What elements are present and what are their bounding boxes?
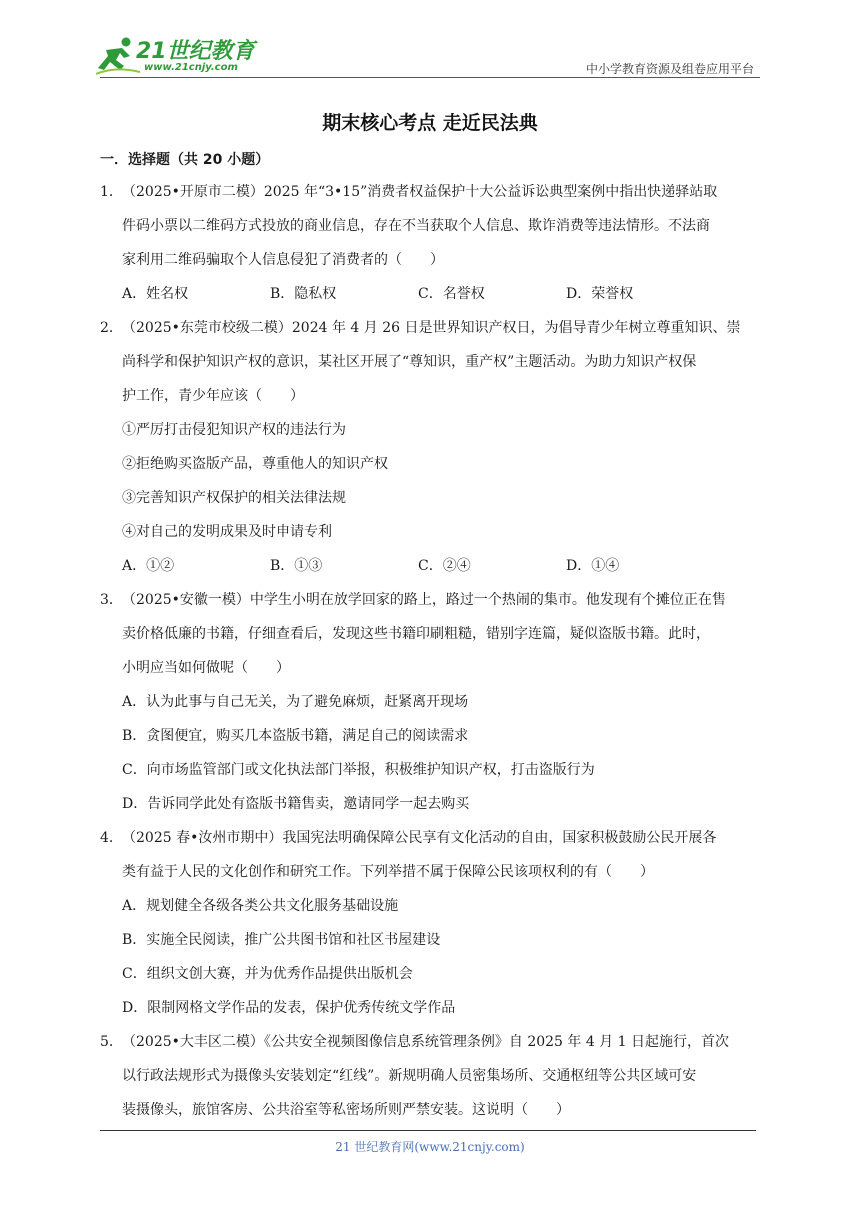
question-text-line: 类有益于人民的文化创作和研究工作。下列举措不属于保障公民该项权利的有（ ） — [122, 864, 654, 880]
question-number: 5． — [100, 1034, 123, 1050]
platform-label: 中小学教育资源及组卷应用平台 — [585, 62, 754, 76]
footer-link[interactable]: 21 世纪教育网(www.21cnjy.com) — [335, 1140, 525, 1154]
question-list — [100, 148, 772, 1127]
logo-text: 21世纪教育 — [136, 39, 255, 64]
question-3 — [100, 583, 772, 821]
question-text-line: 家利用二维码骗取个人信息侵犯了消费者的（ ） — [122, 252, 444, 268]
header-divider — [100, 77, 760, 78]
option-d[interactable]: D．荣誉权 — [566, 286, 634, 302]
question-text-line: （2025•大丰区二模）《公共安全视频图像信息系统管理条例》自 2025 年 4 月 1 日起施行，首次 — [122, 1034, 730, 1050]
option-a[interactable]: A．姓名权 — [122, 286, 189, 302]
statement-item: ②拒绝购买盗版产品，尊重他人的知识产权 — [122, 456, 388, 472]
runner-logo-icon — [96, 36, 140, 76]
statement-item: ④对自己的发明成果及时申请专利 — [122, 524, 332, 540]
question-text-line: 以行政法规形式为摄像头安装划定“红线”。新规明确人员密集场所、交通枢纽等公共区域可安 — [122, 1068, 697, 1084]
option-b[interactable]: B．①③ — [270, 558, 323, 574]
option-a[interactable]: A．认为此事与自己无关，为了避免麻烦，赶紧离开现场 — [122, 694, 469, 710]
question-text-line: 护工作，青少年应该（ ） — [122, 388, 304, 404]
logo-url: www.21cnjy.com — [144, 62, 238, 73]
option-d[interactable]: D．①④ — [566, 558, 620, 574]
question-5 — [100, 1025, 772, 1127]
question-4 — [100, 821, 772, 1025]
option-c[interactable]: C．②④ — [418, 558, 471, 574]
question-text-line: 小明应当如何做呢（ ） — [122, 660, 290, 676]
question-number: 2． — [100, 320, 123, 336]
question-text-line: （2025•安徽一模）中学生小明在放学回家的路上，路过一个热闹的集市。他发现有个摊位正在售 — [122, 592, 726, 608]
option-a[interactable]: A．①② — [122, 558, 175, 574]
question-number: 3． — [100, 592, 123, 608]
question-text-line: 卖价格低廉的书籍，仔细查看后，发现这些书籍印刷粗糙，错别字连篇，疑似盗版书籍。此时， — [122, 626, 710, 642]
page-header — [96, 30, 760, 80]
site-logo[interactable] — [96, 36, 256, 76]
question-text-line: 尚科学和保护知识产权的意识，某社区开展了“尊知识，重产权”主题活动。为助力知识产权保 — [122, 354, 697, 370]
option-b[interactable]: B．隐私权 — [270, 286, 337, 302]
footer-divider — [100, 1130, 756, 1131]
option-b[interactable]: B．贪图便宜，购买几本盗版书籍，满足自己的阅读需求 — [122, 728, 469, 744]
statement-item: ③完善知识产权保护的相关法律法规 — [122, 490, 346, 506]
question-2 — [100, 311, 772, 583]
question-text-line: 件码小票以二维码方式投放的商业信息，存在不当获取个人信息、欺诈消费等违法情形。不法商 — [122, 218, 710, 234]
option-c[interactable]: C．名誉权 — [418, 286, 485, 302]
option-d[interactable]: D．限制网格文学作品的发表，保护优秀传统文学作品 — [122, 1000, 456, 1016]
options-row — [100, 549, 772, 583]
option-b[interactable]: B．实施全民阅读，推广公共图书馆和社区书屋建设 — [122, 932, 441, 948]
statement-item: ①严厉打击侵犯知识产权的违法行为 — [122, 422, 346, 438]
option-c[interactable]: C．向市场监管部门或文化执法部门举报，积极维护知识产权，打击盗版行为 — [122, 762, 595, 778]
question-number: 4． — [100, 830, 123, 846]
question-1 — [100, 175, 772, 311]
question-text-line: （2025•开原市二模）2025 年“3•15”消费者权益保护十大公益诉讼典型案例中指出快递驿站取 — [122, 184, 718, 200]
page-title: 期末核心考点 走近民法典 — [322, 112, 538, 134]
question-text-line: （2025•东莞市校级二模）2024 年 4 月 26 日是世界知识产权日，为倡导青少年树立尊重知识、崇 — [122, 320, 741, 336]
option-c[interactable]: C．组织文创大赛，并为优秀作品提供出版机会 — [122, 966, 413, 982]
question-text-line: （2025 春•汝州市期中）我国宪法明确保障公民享有文化活动的自由，国家积极鼓励公民开展各 — [122, 830, 717, 846]
option-d[interactable]: D．告诉同学此处有盗版书籍售卖，邀请同学一起去购买 — [122, 796, 470, 812]
question-text-line: 装摄像头，旅馆客房、公共浴室等私密场所则严禁安装。这说明（ ） — [122, 1102, 570, 1118]
section-heading: 一．选择题（共 20 小题） — [100, 152, 270, 168]
option-a[interactable]: A．规划健全各级各类公共文化服务基础设施 — [122, 898, 399, 914]
question-number: 1． — [100, 184, 123, 200]
options-row — [100, 277, 772, 311]
